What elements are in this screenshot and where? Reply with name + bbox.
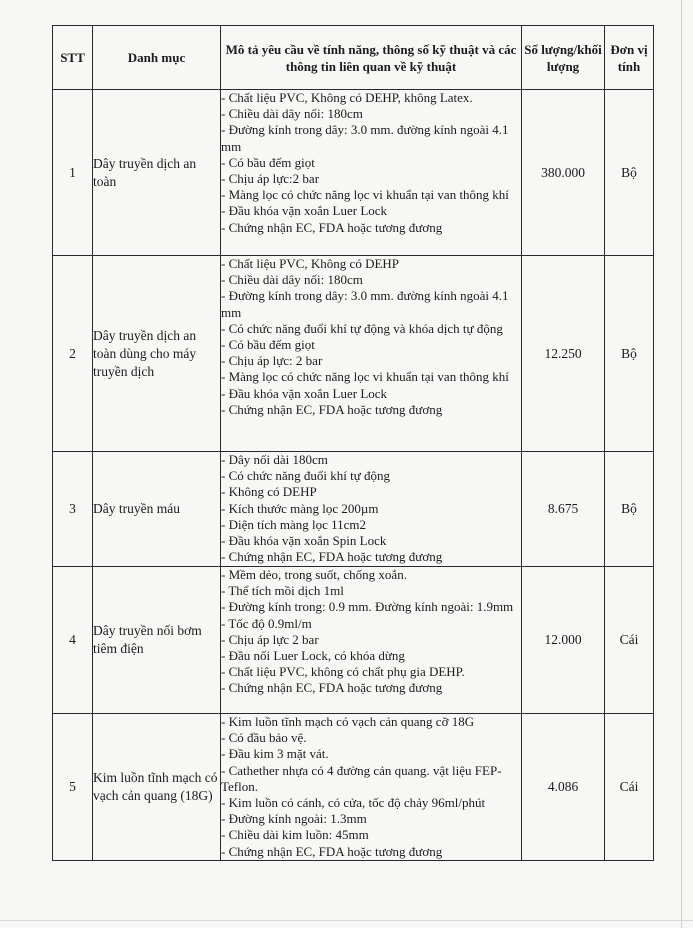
row-name: Dây truyền nối bơm tiêm điện (93, 567, 221, 714)
table-row (53, 714, 654, 861)
spec-line: - Có bầu đếm giọt (221, 154, 315, 170)
header-stt: STT (53, 26, 93, 90)
spec-line: - Chiều dài dây nối: 180cm (221, 106, 363, 122)
row-specs (221, 714, 522, 861)
spec-line: - Đường kính trong dây: 3.0 mm. đường kính ngoài 4.1 mm (221, 122, 509, 154)
spec-line: - Diện tích màng lọc 11cm2 (221, 516, 367, 532)
page-edge-right (681, 0, 682, 928)
row-stt: 2 (53, 256, 93, 452)
row-unit: Bộ (605, 452, 654, 567)
table-row (53, 567, 654, 714)
row-name: Dây truyền dịch an toàn dùng cho máy truyền dịch (93, 256, 221, 452)
spec-line: - Chiều dài dây nối: 180cm (221, 272, 363, 288)
row-unit: Cái (605, 567, 654, 714)
specification-table (52, 25, 654, 861)
spec-line: - Chịu áp lực: 2 bar (221, 353, 323, 369)
row-quantity: 12.250 (522, 256, 605, 452)
header-description: Mô tả yêu cầu về tính năng, thông số kỹ thuật và các thông tin liên quan về kỹ thuật (221, 26, 522, 90)
header-category: Danh mục (93, 26, 221, 90)
row-stt: 5 (53, 714, 93, 861)
spec-line: - Có bầu đếm giọt (221, 337, 315, 353)
spec-line: - Chứng nhận EC, FDA hoặc tương đương (221, 549, 443, 565)
row-unit: Cái (605, 714, 654, 861)
spec-line: - Đường kính trong: 0.9 mm. Đường kính ngoài: 1.9mm (221, 599, 514, 615)
spec-line: - Đường kính ngoài: 1.3mm (221, 811, 367, 827)
table-row (53, 452, 654, 567)
spec-line: - Kim luồn tĩnh mạch có vạch cản quang cỡ 18G (221, 714, 475, 729)
row-quantity: 4.086 (522, 714, 605, 861)
spec-line: - Đầu khóa vặn xoắn Luer Lock (221, 203, 388, 219)
spec-line: - Chịu áp lực:2 bar (221, 171, 320, 187)
spec-line: - Chất liệu PVC, Không có DEHP (221, 256, 400, 271)
row-stt: 3 (53, 452, 93, 567)
spec-line: - Có chức năng đuổi khí tự động và khóa dịch tự động (221, 320, 503, 336)
row-quantity: 380.000 (522, 90, 605, 256)
spec-line: - Tốc độ 0.9ml/m (221, 615, 312, 631)
table-row (53, 90, 654, 256)
header-unit: Đơn vị tính (605, 26, 654, 90)
header-row (53, 26, 654, 90)
spec-line: - Màng lọc có chức năng lọc vi khuẩn tại van thông khí (221, 369, 509, 385)
row-specs (221, 90, 522, 256)
spec-line: - Chịu áp lực 2 bar (221, 631, 319, 647)
row-stt: 1 (53, 90, 93, 256)
spec-line: - Chứng nhận EC, FDA hoặc tương đương (221, 401, 443, 417)
spec-line: - Thể tích mồi dịch 1ml (221, 583, 344, 599)
spec-line: - Đường kính trong dây: 3.0 mm. đường kính ngoài 4.1 mm (221, 288, 509, 320)
spec-line: - Chứng nhận EC, FDA hoặc tương đương (221, 219, 443, 235)
spec-line: - Chiều dài kim luồn: 45mm (221, 827, 369, 843)
page-edge-bottom (0, 920, 693, 921)
spec-line: - Chứng nhận EC, FDA hoặc tương đương (221, 843, 443, 859)
table-row (53, 256, 654, 452)
row-unit: Bộ (605, 256, 654, 452)
spec-line: - Có đầu bảo vệ. (221, 730, 307, 746)
row-specs (221, 256, 522, 452)
row-specs (221, 567, 522, 714)
spec-line: - Chất liệu PVC, không có chất phụ gia DEHP. (221, 664, 465, 680)
spec-line: - Màng lọc có chức năng lọc vi khuẩn tại van thông khí (221, 187, 509, 203)
spec-line: - Dây nối dài 180cm (221, 452, 328, 467)
spec-line: - Kim luồn có cánh, có cửa, tốc độ chảy 96ml/phút (221, 795, 486, 811)
spec-line: - Đầu kim 3 mặt vát. (221, 746, 329, 762)
row-quantity: 12.000 (522, 567, 605, 714)
spec-line: - Có chức năng đuổi khí tự động (221, 468, 390, 484)
spec-line: - Đầu khóa vặn xoắn Spin Lock (221, 533, 387, 549)
row-name: Dây truyền dịch an toàn (93, 90, 221, 256)
row-stt: 4 (53, 567, 93, 714)
header-quantity: Số lượng/khối lượng (522, 26, 605, 90)
spec-line: - Kích thước màng lọc 200µm (221, 500, 379, 516)
row-quantity: 8.675 (522, 452, 605, 567)
row-unit: Bộ (605, 90, 654, 256)
row-name: Dây truyền máu (93, 452, 221, 567)
spec-line: - Chứng nhận EC, FDA hoặc tương đương (221, 680, 443, 696)
row-specs (221, 452, 522, 567)
spec-line: - Không có DEHP (221, 484, 317, 500)
spec-line: - Chất liệu PVC, Không có DEHP, không Latex. (221, 90, 473, 105)
spec-line: - Đầu khóa vặn xoắn Luer Lock (221, 385, 388, 401)
spec-line: - Mềm dẻo, trong suốt, chống xoắn. (221, 567, 407, 582)
spec-line: - Đầu nối Luer Lock, có khóa dừng (221, 648, 405, 664)
spec-line: - Cathether nhựa có 4 đường cản quang. vật liệu FEP-Teflon. (221, 762, 502, 794)
row-name: Kim luồn tĩnh mạch có vạch cản quang (18G) (93, 714, 221, 861)
